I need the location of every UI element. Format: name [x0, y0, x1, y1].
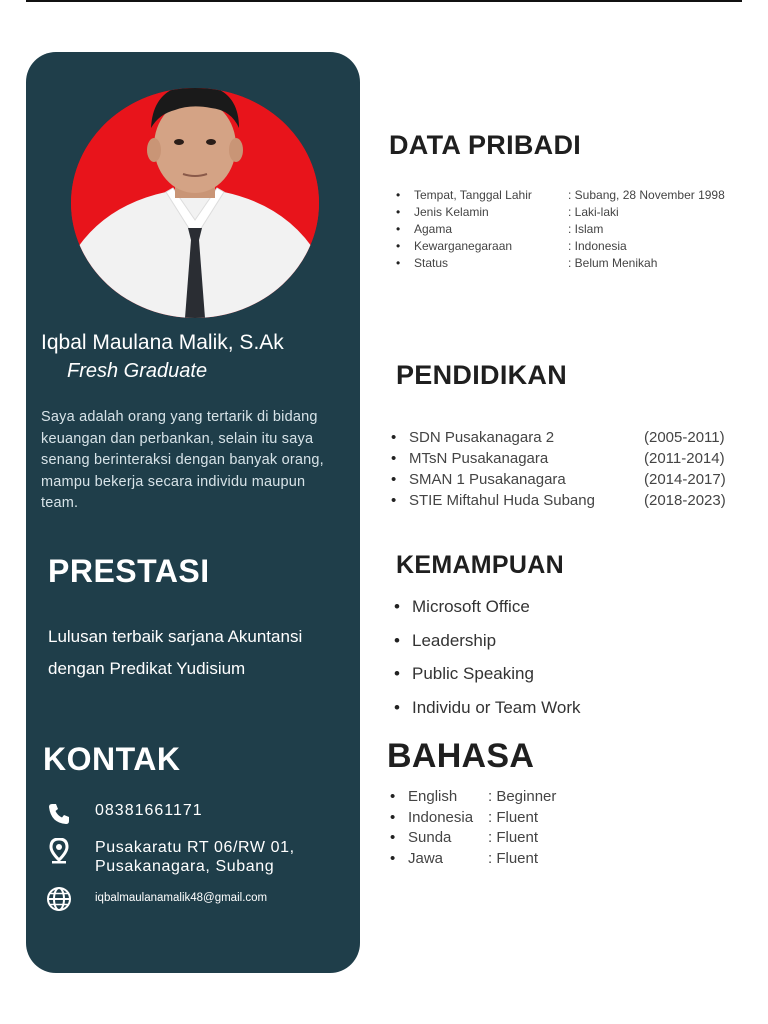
contact-address-text: Pusakaratu RT 06/RW 01, Pusakanagara, Subang [95, 839, 295, 875]
list-item: • Sunda : Fluent [390, 828, 556, 849]
phone-icon [44, 801, 74, 827]
contact-email-text: iqbalmaulanamalik48@gmail.com [95, 892, 268, 904]
list-item: • English : Beginner [390, 787, 556, 808]
list-item: • Status : Belum Menikah [396, 255, 725, 272]
list-item: • Jenis Kelamin : Laki-laki [396, 204, 725, 221]
contact-phone [44, 801, 203, 827]
kemampuan-heading: KEMAMPUAN [396, 551, 564, 579]
top-divider [26, 0, 742, 2]
location-pin-icon [44, 838, 74, 864]
prestasi-heading: PRESTASI [48, 553, 210, 589]
profile-about: Saya adalah orang yang tertarik di bidang keuangan dan perbankan, selain itu saya senang berinteraksi dengan banyak orang, mampu bekerja secara individu maupun team. [41, 409, 324, 511]
list-item: • SDN Pusakanagara 2 (2005-2011) [391, 427, 726, 448]
list-item: • Agama : Islam [396, 221, 725, 238]
list-item: • SMAN 1 Pusakanagara (2014-2017) [391, 469, 726, 490]
profile-photo [71, 88, 319, 318]
globe-icon [44, 886, 74, 912]
list-item: • Tempat, Tanggal Lahir : Subang, 28 November 1998 [396, 187, 725, 204]
list-item: • Jawa : Fluent [390, 849, 556, 870]
contact-email [44, 886, 267, 912]
profile-role: Fresh Graduate [67, 360, 208, 382]
contact-address [44, 838, 325, 876]
data-pribadi-heading: DATA PRIBADI [389, 130, 582, 160]
list-item: • MTsN Pusakanagara (2011-2014) [391, 448, 726, 469]
list-item: • STIE Miftahul Huda Subang (2018-2023) [391, 490, 726, 511]
list-item: • Individu or Team Work [394, 691, 581, 725]
list-item: • Public Speaking [394, 657, 581, 691]
kontak-heading: KONTAK [43, 741, 181, 777]
list-item: • Leadership [394, 624, 581, 658]
prestasi-text: Lulusan terbaik sarjana Akuntansi dengan Predikat Yudisium [48, 627, 303, 678]
profile-name: Iqbal Maulana Malik, S.Ak [41, 331, 284, 354]
bahasa-list [390, 787, 556, 869]
kemampuan-list [394, 590, 581, 724]
list-item: • Kewarganegaraan : Indonesia [396, 238, 725, 255]
pendidikan-list [391, 427, 726, 511]
list-item: • Indonesia : Fluent [390, 808, 556, 829]
data-pribadi-list [396, 187, 725, 272]
list-item: • Microsoft Office [394, 590, 581, 624]
contact-phone-text: 08381661171 [95, 802, 203, 819]
bahasa-heading: BAHASA [387, 737, 535, 775]
pendidikan-heading: PENDIDIKAN [396, 360, 568, 390]
